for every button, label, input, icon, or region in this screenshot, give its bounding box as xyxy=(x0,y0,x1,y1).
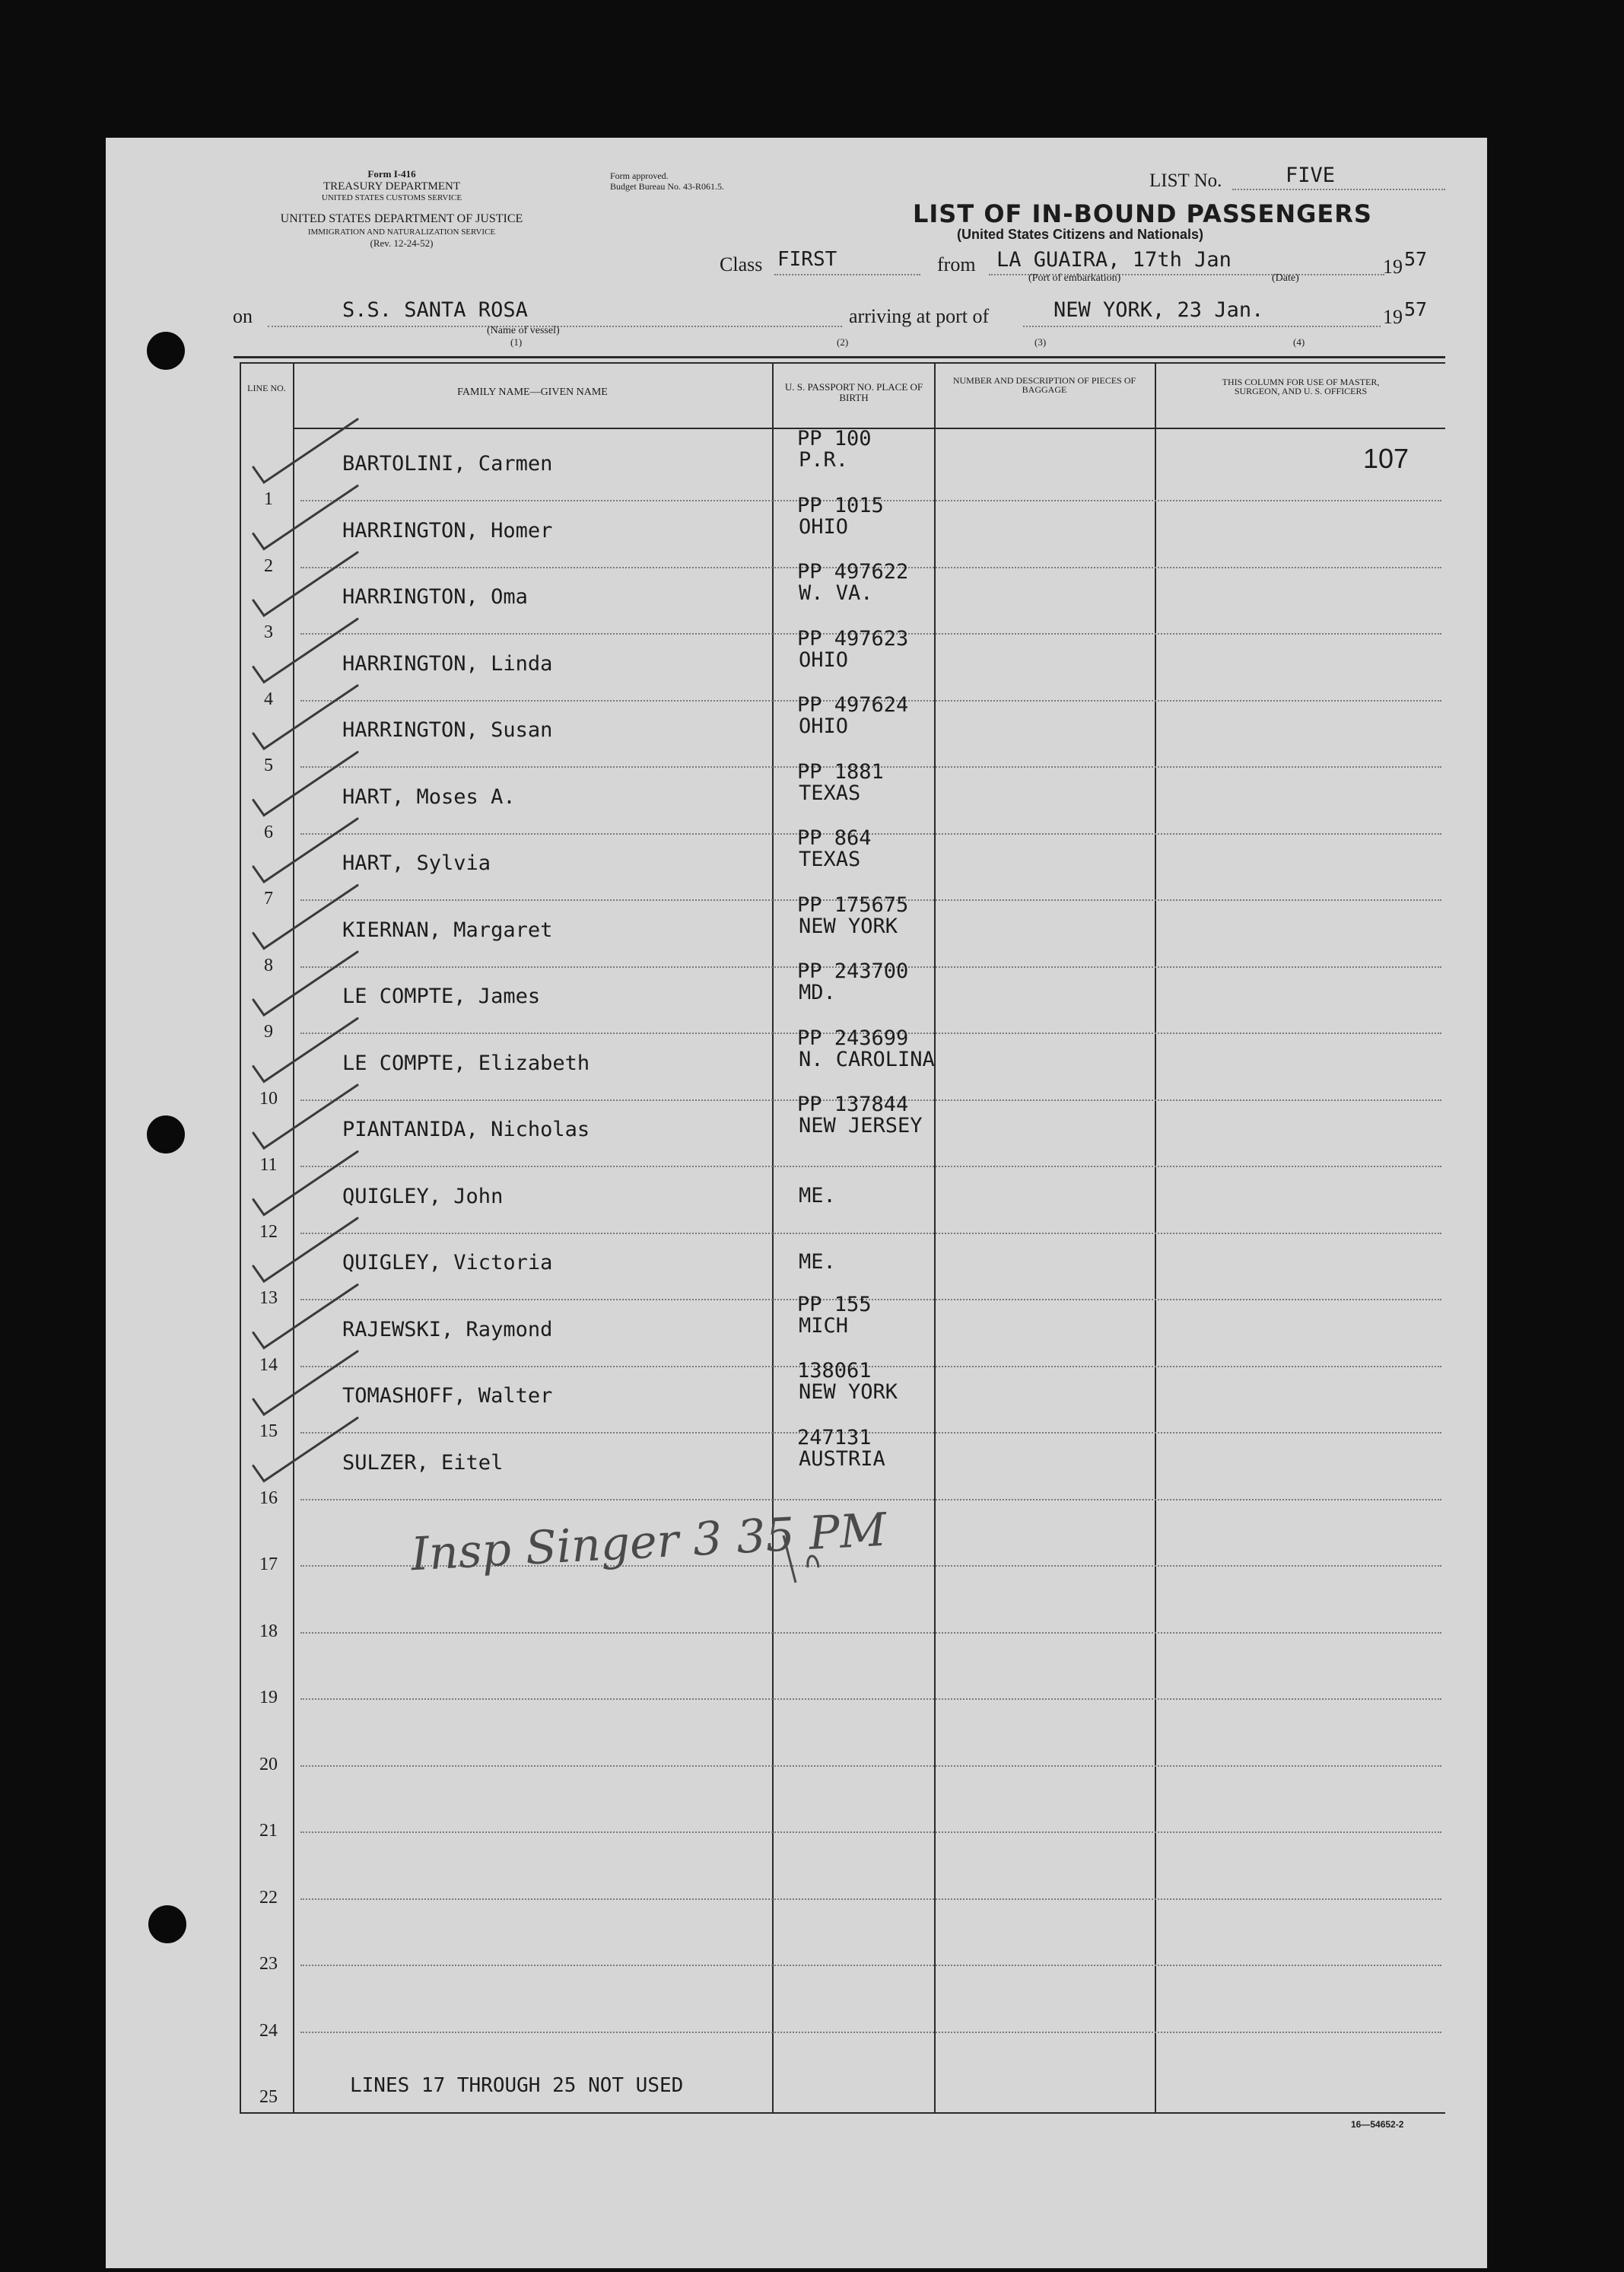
caption-1: (1) xyxy=(510,336,523,348)
line-number: 21 xyxy=(259,1821,278,1841)
line-number: 3 xyxy=(264,622,273,642)
row-separator xyxy=(300,1831,1441,1833)
vessel-name: S.S. SANTA ROSA xyxy=(342,298,528,322)
place-of-birth: OHIO xyxy=(799,714,849,738)
list-no-dots xyxy=(1232,189,1445,190)
line-number: 11 xyxy=(259,1155,278,1175)
passenger-name: HARRINGTON, Oma xyxy=(342,585,528,609)
line-number: 8 xyxy=(264,955,273,975)
line-number: 17 xyxy=(259,1554,278,1574)
passenger-name: HART, Sylvia xyxy=(342,851,491,875)
revision-date: (Rev. 12-24-52) xyxy=(370,237,434,249)
passenger-name: PIANTANIDA, Nicholas xyxy=(342,1118,590,1141)
arrival-port: NEW YORK, 23 Jan. xyxy=(1054,298,1264,322)
passport-number: 138061 xyxy=(797,1359,872,1383)
row-separator xyxy=(300,1965,1441,1966)
arriving-label: arriving at port of xyxy=(849,305,990,327)
budget-bureau: Budget Bureau No. 43-R061.5. xyxy=(610,181,724,192)
passenger-name: HARRINGTON, Linda xyxy=(342,651,553,676)
binder-hole-middle xyxy=(147,1115,185,1154)
line-number: 22 xyxy=(259,1887,278,1908)
passport-number: PP 864 xyxy=(797,826,872,850)
arrival-dots xyxy=(1023,326,1381,327)
passport-number: PP 155 xyxy=(797,1292,872,1316)
place-of-birth: OHIO xyxy=(799,648,849,672)
place-of-birth: MD. xyxy=(799,981,836,1004)
row-separator xyxy=(300,1166,1441,1167)
line-number: 2 xyxy=(264,555,273,576)
place-of-birth: MICH xyxy=(799,1313,849,1338)
line-number: 7 xyxy=(264,889,273,908)
col-name: FAMILY NAME—GIVEN NAME xyxy=(457,387,608,398)
col-officers: THIS COLUMN FOR USE OF MASTER, SURGEON, AND U. S. OFFICERS xyxy=(1222,377,1380,396)
year1-value: 57 xyxy=(1404,248,1428,270)
passenger-name: LE COMPTE, James xyxy=(342,985,541,1008)
line-number: 25 xyxy=(259,2087,278,2107)
passport-number: PP 137844 xyxy=(797,1093,909,1116)
passport-number: PP 1015 xyxy=(797,493,884,517)
line-number: 10 xyxy=(259,1088,278,1109)
line-number: 12 xyxy=(259,1221,278,1242)
form-approved: Form approved. xyxy=(610,170,669,181)
passenger-name: LE COMPTE, Elizabeth xyxy=(342,1051,590,1075)
line-number: 5 xyxy=(264,756,273,775)
treasury-dept: TREASURY DEPARTMENT xyxy=(323,180,461,193)
passport-number: 247131 xyxy=(797,1425,872,1449)
place-of-birth: NEW YORK xyxy=(799,1380,898,1404)
place-of-birth: ME. xyxy=(799,1250,836,1274)
passenger-name: BARTOLINI, Carmen xyxy=(342,452,553,476)
passenger-name: SULZER, Eitel xyxy=(342,1450,504,1475)
list-no-value: FIVE xyxy=(1286,164,1336,187)
line-number: 20 xyxy=(259,1754,278,1774)
passenger-name: KIERNAN, Margaret xyxy=(342,918,553,942)
place-of-birth: NEW JERSEY xyxy=(799,1114,923,1138)
caption-2: (2) xyxy=(837,336,849,348)
vessel-caption: (Name of vessel) xyxy=(487,325,560,336)
col-baggage: NUMBER AND DESCRIPTION OF PIECES OF BAGGAGE xyxy=(952,375,1136,395)
from-label: from xyxy=(937,253,976,275)
passport-number: PP 497623 xyxy=(797,626,909,651)
passenger-name: QUIGLEY, Victoria xyxy=(342,1251,553,1274)
row-separator xyxy=(300,2032,1441,2033)
list-no-label: LIST No. xyxy=(1149,170,1222,191)
row-separator xyxy=(300,1698,1441,1700)
year1-prefix: 19 xyxy=(1383,256,1403,278)
manifest-page xyxy=(106,138,1487,2268)
line-number: 18 xyxy=(259,1621,278,1641)
place-of-birth: NEW YORK xyxy=(799,914,898,938)
col-line-no: LINE NO. xyxy=(247,383,286,393)
customs-service: UNITED STATES CUSTOMS SERVICE xyxy=(321,193,462,202)
col-passport: U. S. PASSPORT NO. PLACE OF BIRTH xyxy=(784,381,923,403)
passenger-name: HARRINGTON, Susan xyxy=(342,718,553,742)
passenger-name: HART, Moses A. xyxy=(342,784,516,809)
line-number: 23 xyxy=(259,1954,278,1974)
footer-code: 16—54652-2 xyxy=(1351,2119,1404,2130)
row-separator xyxy=(300,1632,1441,1634)
place-of-birth: OHIO xyxy=(799,514,849,539)
handwritten-inspector-note: Insp Singer 3 35 PM xyxy=(409,1503,888,1582)
date-caption: (Date) xyxy=(1272,272,1299,284)
place-of-birth: AUSTRIA xyxy=(799,1446,885,1471)
class-value: FIRST xyxy=(777,248,837,271)
place-of-birth: N. CAROLINA xyxy=(799,1047,935,1071)
officer-note: 107 xyxy=(1363,443,1409,474)
line-number: 15 xyxy=(259,1421,278,1441)
passenger-name: TOMASHOFF, Walter xyxy=(342,1384,553,1408)
row-separator xyxy=(300,1765,1441,1767)
line-number: 19 xyxy=(259,1688,278,1707)
place-of-birth: TEXAS xyxy=(799,848,861,871)
place-of-birth: P.R. xyxy=(799,448,849,472)
page-title: LIST OF IN-BOUND PASSENGERS xyxy=(913,199,1372,228)
passport-number: PP 100 xyxy=(797,427,872,450)
unused-lines-note: LINES 17 THROUGH 25 NOT USED xyxy=(350,2074,684,2097)
from-value: LA GUAIRA, 17th Jan xyxy=(996,248,1232,272)
passport-number: PP 497622 xyxy=(797,560,909,584)
passport-number: PP 1881 xyxy=(797,759,884,784)
line-number: 9 xyxy=(264,1022,273,1042)
line-number: 1 xyxy=(264,489,273,509)
class-label: Class xyxy=(720,253,763,275)
binder-hole-top xyxy=(147,332,185,370)
class-dots xyxy=(774,274,920,275)
binder-hole-bottom xyxy=(148,1905,186,1943)
line-number: 6 xyxy=(264,822,273,842)
row-separator xyxy=(300,1898,1441,1900)
line-number: 4 xyxy=(264,689,273,709)
line-number: 24 xyxy=(259,2020,278,2041)
port-embarkation-caption: (Port of embarkation) xyxy=(1028,272,1121,284)
line-number: 14 xyxy=(259,1354,278,1375)
row-separator xyxy=(300,1233,1441,1234)
year2-value: 57 xyxy=(1404,298,1428,320)
passport-number: PP 497624 xyxy=(797,693,909,717)
form-number: Form I-416 xyxy=(367,168,416,180)
caption-4: (4) xyxy=(1293,336,1305,348)
ins-service: IMMIGRATION AND NATURALIZATION SERVICE xyxy=(307,228,496,237)
place-of-birth: W. VA. xyxy=(799,581,873,605)
place-of-birth: ME. xyxy=(799,1183,836,1208)
place-of-birth: TEXAS xyxy=(799,781,861,805)
passport-number: PP 243700 xyxy=(797,959,909,983)
passenger-name: RAJEWSKI, Raymond xyxy=(342,1317,553,1341)
passport-number: PP 243699 xyxy=(797,1026,909,1050)
line-number: 16 xyxy=(259,1488,278,1508)
page-subtitle: (United States Citizens and Nationals) xyxy=(957,227,1204,242)
justice-dept: UNITED STATES DEPARTMENT OF JUSTICE xyxy=(280,212,523,225)
passport-number: PP 175675 xyxy=(797,893,909,917)
row-separator xyxy=(300,1499,1441,1500)
line-number: 13 xyxy=(259,1288,278,1308)
passenger-name: QUIGLEY, John xyxy=(342,1184,504,1208)
caption-3: (3) xyxy=(1034,336,1047,348)
passenger-name: HARRINGTON, Homer xyxy=(342,518,553,543)
year2-prefix: 19 xyxy=(1383,306,1403,328)
on-label: on xyxy=(233,305,253,327)
